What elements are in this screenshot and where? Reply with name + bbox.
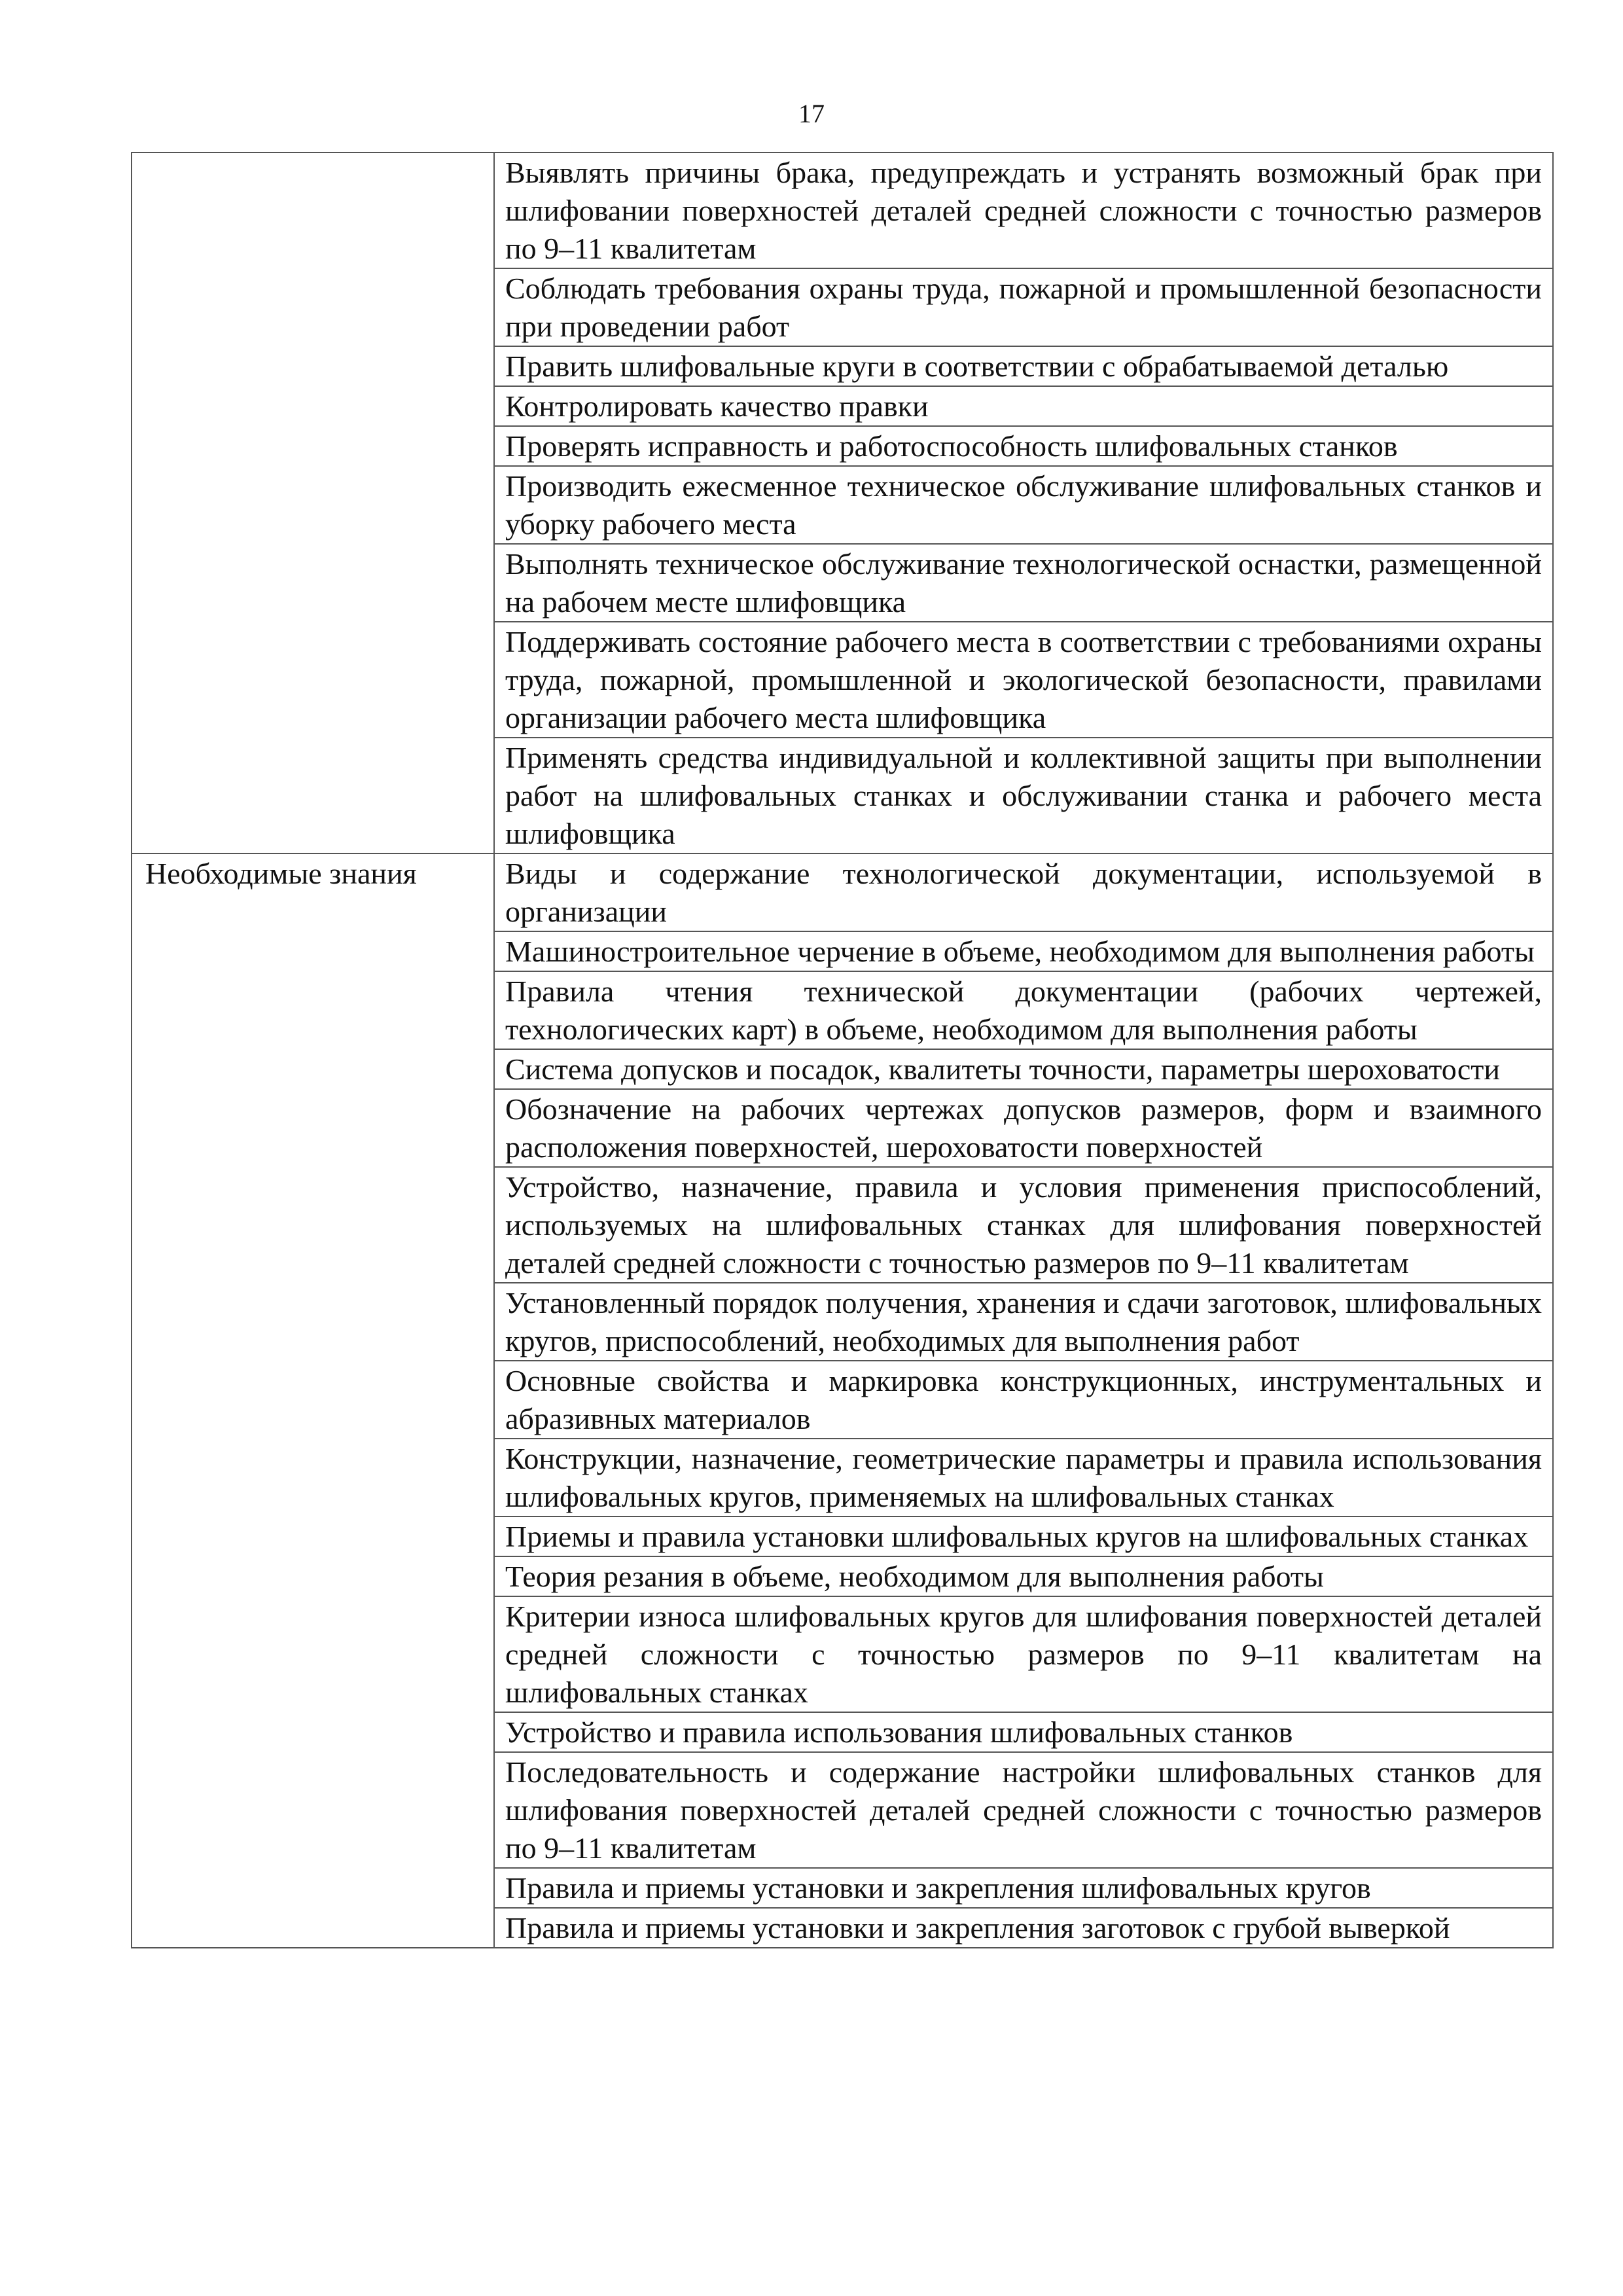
knowledge-item: Критерии износа шлифовальных кругов для шлифования поверхностей деталей средней сложности с точностью размеров по 9–11 квалитетам на шлифовальных станках <box>494 1596 1553 1712</box>
knowledge-item: Установленный порядок получения, хранения и сдачи заготовок, шлифовальных кругов, приспособлений, необходимых для выполнения работ <box>494 1283 1553 1361</box>
skill-item: Выявлять причины брака, предупреждать и устранять возможный брак при шлифовании поверхностей деталей средней сложности с точностью размеров по 9–11 квалитетам <box>494 152 1553 268</box>
skill-item: Применять средства индивидуальной и коллективной защиты при выполнении работ на шлифовальных станках и обслуживании станка и рабочего места шлифовщика <box>494 738 1553 853</box>
knowledge-item: Теория резания в объеме, необходимом для выполнения работы <box>494 1556 1553 1596</box>
requirements-table <box>131 152 1554 1948</box>
knowledge-item: Система допусков и посадок, квалитеты точности, параметры шероховатости <box>494 1049 1553 1089</box>
knowledge-item: Обозначение на рабочих чертежах допусков размеров, форм и взаимного расположения поверхностей, шероховатости поверхностей <box>494 1089 1553 1167</box>
skill-item: Править шлифовальные круги в соответствии с обрабатываемой деталью <box>494 346 1553 386</box>
knowledge-item: Машиностроительное черчение в объеме, необходимом для выполнения работы <box>494 931 1553 971</box>
knowledge-item: Правила и приемы установки и закрепления заготовок с грубой выверкой <box>494 1908 1553 1948</box>
page-number: 17 <box>798 99 825 128</box>
knowledge-item: Основные свойства и маркировка конструкционных, инструментальных и абразивных материалов <box>494 1361 1553 1439</box>
knowledge-item: Правила и приемы установки и закрепления шлифовальных кругов <box>494 1868 1553 1908</box>
skill-item: Поддерживать состояние рабочего места в соответствии с требованиями охраны труда, пожарной, промышленной и экологической безопасности, правилами организации рабочего места шлифовщика <box>494 622 1553 738</box>
knowledge-item: Устройство и правила использования шлифовальных станков <box>494 1712 1553 1752</box>
knowledge-item: Правила чтения технической документации (рабочих чертежей, технологических карт) в объеме, необходимом для выполнения работы <box>494 971 1553 1049</box>
skill-item: Проверять исправность и работоспособность шлифовальных станков <box>494 426 1553 466</box>
skill-item: Выполнять техническое обслуживание технологической оснастки, размещенной на рабочем месте шлифовщика <box>494 544 1553 622</box>
knowledge-item: Устройство, назначение, правила и условия применения приспособлений, используемых на шлифовальных станках для шлифования поверхностей деталей средней сложности с точностью размеров по 9–11 квалитетам <box>494 1167 1553 1283</box>
skill-item: Соблюдать требования охраны труда, пожарной и промышленной безопасности при проведении работ <box>494 268 1553 346</box>
table-row <box>132 152 1553 268</box>
knowledge-item: Виды и содержание технологической документации, используемой в организации <box>494 853 1553 931</box>
section-label-knowledge: Необходимые знания <box>132 853 494 1948</box>
skill-item: Контролировать качество правки <box>494 386 1553 426</box>
knowledge-item: Приемы и правила установки шлифовальных кругов на шлифовальных станках <box>494 1516 1553 1556</box>
knowledge-item: Последовательность и содержание настройки шлифовальных станков для шлифования поверхностей деталей средней сложности с точностью размеров по 9–11 квалитетам <box>494 1752 1553 1868</box>
empty-label-cell <box>132 152 494 853</box>
table-row <box>132 853 1553 931</box>
knowledge-item: Конструкции, назначение, геометрические параметры и правила использования шлифовальных кругов, применяемых на шлифовальных станках <box>494 1439 1553 1516</box>
skill-item: Производить ежесменное техническое обслуживание шлифовальных станков и уборку рабочего места <box>494 466 1553 544</box>
